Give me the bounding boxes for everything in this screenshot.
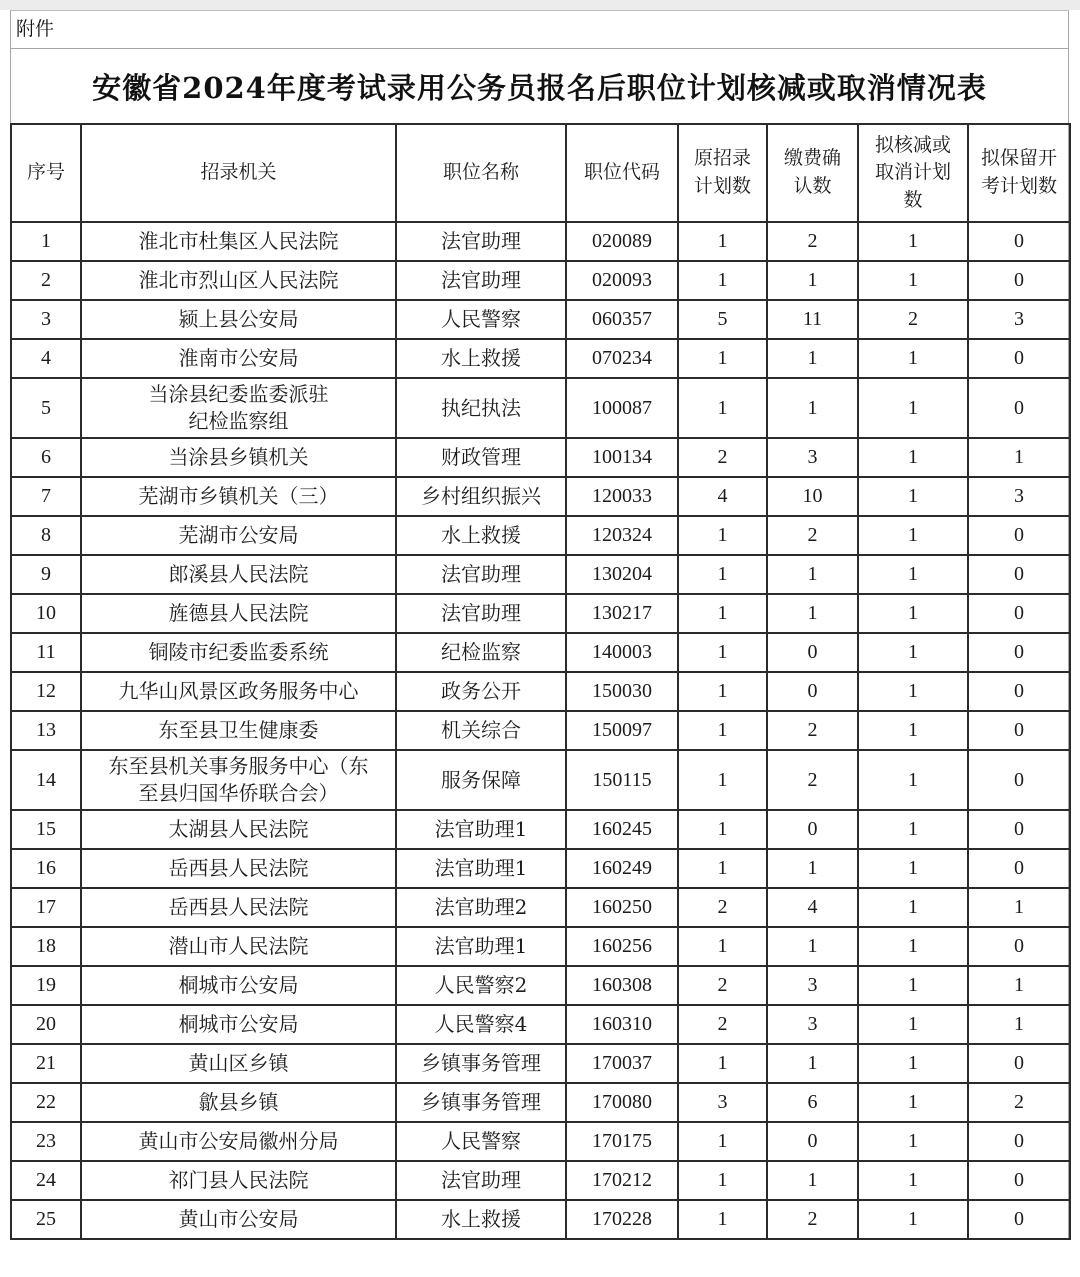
cell-planned: 1 xyxy=(678,1161,767,1200)
cell-confirmed: 0 xyxy=(767,672,858,711)
cell-agency: 黄山市公安局 xyxy=(81,1200,396,1239)
table-row xyxy=(11,1122,1070,1161)
cell-planned: 1 xyxy=(678,1122,767,1161)
attachment-label: 附件 xyxy=(11,11,1068,49)
cell-seq: 12 xyxy=(11,672,81,711)
cell-retained: 0 xyxy=(968,1200,1070,1239)
table-row xyxy=(11,888,1070,927)
table-row xyxy=(11,849,1070,888)
column-header-reduced: 拟核减或 取消计划 数 xyxy=(858,124,968,222)
cell-position: 法官助理1 xyxy=(396,810,566,849)
page-top-margin xyxy=(0,0,1080,10)
table-row xyxy=(11,378,1070,438)
cell-planned: 1 xyxy=(678,339,767,378)
cell-planned: 1 xyxy=(678,633,767,672)
cell-confirmed: 2 xyxy=(767,516,858,555)
table-row xyxy=(11,810,1070,849)
cell-agency: 黄山市公安局徽州分局 xyxy=(81,1122,396,1161)
cell-confirmed: 10 xyxy=(767,477,858,516)
cell-retained: 0 xyxy=(968,810,1070,849)
cell-position: 乡镇事务管理 xyxy=(396,1044,566,1083)
cell-retained: 0 xyxy=(968,750,1070,810)
cell-planned: 1 xyxy=(678,516,767,555)
cell-confirmed: 6 xyxy=(767,1083,858,1122)
cell-retained: 1 xyxy=(968,888,1070,927)
cell-confirmed: 1 xyxy=(767,555,858,594)
cell-position: 执纪执法 xyxy=(396,378,566,438)
cell-reduced: 1 xyxy=(858,1200,968,1239)
cell-retained: 0 xyxy=(968,1122,1070,1161)
cell-reduced: 1 xyxy=(858,1122,968,1161)
cell-reduced: 1 xyxy=(858,633,968,672)
cell-reduced: 1 xyxy=(858,222,968,261)
table-header xyxy=(11,124,1070,222)
table-row xyxy=(11,594,1070,633)
column-header-confirmed: 缴费确 认数 xyxy=(767,124,858,222)
column-header-code: 职位代码 xyxy=(566,124,678,222)
cell-retained: 0 xyxy=(968,1044,1070,1083)
cell-position: 法官助理 xyxy=(396,222,566,261)
cell-agency: 桐城市公安局 xyxy=(81,1005,396,1044)
cell-code: 020093 xyxy=(566,261,678,300)
cell-reduced: 1 xyxy=(858,1083,968,1122)
cell-position: 政务公开 xyxy=(396,672,566,711)
cell-position: 水上救援 xyxy=(396,339,566,378)
cell-confirmed: 2 xyxy=(767,1200,858,1239)
cell-retained: 0 xyxy=(968,1161,1070,1200)
cell-planned: 1 xyxy=(678,378,767,438)
cell-agency: 东至县卫生健康委 xyxy=(81,711,396,750)
cell-position: 人民警察 xyxy=(396,1122,566,1161)
cell-agency: 淮北市杜集区人民法院 xyxy=(81,222,396,261)
cell-position: 水上救援 xyxy=(396,1200,566,1239)
cell-position: 乡村组织振兴 xyxy=(396,477,566,516)
cell-position: 法官助理 xyxy=(396,1161,566,1200)
cell-planned: 1 xyxy=(678,594,767,633)
cell-reduced: 1 xyxy=(858,1044,968,1083)
cell-position: 财政管理 xyxy=(396,438,566,477)
table-row xyxy=(11,927,1070,966)
table-row xyxy=(11,300,1070,339)
table-row xyxy=(11,966,1070,1005)
cell-retained: 1 xyxy=(968,438,1070,477)
cell-confirmed: 1 xyxy=(767,378,858,438)
table-row xyxy=(11,1044,1070,1083)
cell-planned: 4 xyxy=(678,477,767,516)
cell-seq: 13 xyxy=(11,711,81,750)
cell-retained: 0 xyxy=(968,849,1070,888)
cell-seq: 3 xyxy=(11,300,81,339)
cell-agency: 黄山区乡镇 xyxy=(81,1044,396,1083)
cell-position: 乡镇事务管理 xyxy=(396,1083,566,1122)
cell-confirmed: 1 xyxy=(767,849,858,888)
cell-agency: 芜湖市乡镇机关（三） xyxy=(81,477,396,516)
cell-reduced: 1 xyxy=(858,711,968,750)
cell-agency: 岳西县人民法院 xyxy=(81,849,396,888)
cell-code: 070234 xyxy=(566,339,678,378)
cell-position: 人民警察2 xyxy=(396,966,566,1005)
cell-agency: 芜湖市公安局 xyxy=(81,516,396,555)
cell-seq: 21 xyxy=(11,1044,81,1083)
cell-confirmed: 11 xyxy=(767,300,858,339)
cell-reduced: 1 xyxy=(858,966,968,1005)
cell-reduced: 1 xyxy=(858,672,968,711)
table-row xyxy=(11,222,1070,261)
cell-planned: 1 xyxy=(678,711,767,750)
table-row xyxy=(11,672,1070,711)
document-frame xyxy=(10,10,1069,1240)
cell-agency: 铜陵市纪委监委系统 xyxy=(81,633,396,672)
table-row xyxy=(11,633,1070,672)
cell-reduced: 1 xyxy=(858,477,968,516)
cell-retained: 0 xyxy=(968,711,1070,750)
cell-reduced: 2 xyxy=(858,300,968,339)
cell-seq: 17 xyxy=(11,888,81,927)
cell-code: 130204 xyxy=(566,555,678,594)
cell-reduced: 1 xyxy=(858,927,968,966)
cell-code: 020089 xyxy=(566,222,678,261)
column-header-retained: 拟保留开 考计划数 xyxy=(968,124,1070,222)
cell-code: 150097 xyxy=(566,711,678,750)
cell-agency: 九华山风景区政务服务中心 xyxy=(81,672,396,711)
cell-retained: 0 xyxy=(968,555,1070,594)
cell-planned: 2 xyxy=(678,438,767,477)
cell-position: 水上救援 xyxy=(396,516,566,555)
cell-retained: 0 xyxy=(968,261,1070,300)
cell-code: 160245 xyxy=(566,810,678,849)
cell-seq: 8 xyxy=(11,516,81,555)
table-row xyxy=(11,438,1070,477)
table-body xyxy=(11,222,1070,1239)
cell-code: 170080 xyxy=(566,1083,678,1122)
cell-seq: 2 xyxy=(11,261,81,300)
cell-planned: 1 xyxy=(678,222,767,261)
cell-seq: 6 xyxy=(11,438,81,477)
cell-retained: 0 xyxy=(968,378,1070,438)
table-row xyxy=(11,261,1070,300)
cell-reduced: 1 xyxy=(858,516,968,555)
cell-reduced: 1 xyxy=(858,888,968,927)
cell-planned: 1 xyxy=(678,750,767,810)
column-header-agency: 招录机关 xyxy=(81,124,396,222)
cell-reduced: 1 xyxy=(858,849,968,888)
cell-code: 170212 xyxy=(566,1161,678,1200)
table-row xyxy=(11,339,1070,378)
cell-confirmed: 1 xyxy=(767,1161,858,1200)
cell-retained: 0 xyxy=(968,633,1070,672)
cell-code: 170228 xyxy=(566,1200,678,1239)
cell-confirmed: 3 xyxy=(767,1005,858,1044)
cell-position: 人民警察4 xyxy=(396,1005,566,1044)
table-row xyxy=(11,1200,1070,1239)
cell-confirmed: 2 xyxy=(767,222,858,261)
cell-agency: 岳西县人民法院 xyxy=(81,888,396,927)
cell-planned: 1 xyxy=(678,555,767,594)
cell-reduced: 1 xyxy=(858,339,968,378)
cell-code: 160308 xyxy=(566,966,678,1005)
cell-reduced: 1 xyxy=(858,1161,968,1200)
cell-retained: 1 xyxy=(968,1005,1070,1044)
cell-agency: 淮北市烈山区人民法院 xyxy=(81,261,396,300)
cell-position: 纪检监察 xyxy=(396,633,566,672)
cell-position: 法官助理1 xyxy=(396,927,566,966)
cell-confirmed: 0 xyxy=(767,633,858,672)
cell-seq: 19 xyxy=(11,966,81,1005)
cell-retained: 1 xyxy=(968,966,1070,1005)
cell-code: 120324 xyxy=(566,516,678,555)
cell-reduced: 1 xyxy=(858,1005,968,1044)
table-row xyxy=(11,1005,1070,1044)
cell-retained: 0 xyxy=(968,516,1070,555)
cell-confirmed: 0 xyxy=(767,1122,858,1161)
cell-planned: 3 xyxy=(678,1083,767,1122)
cell-code: 160250 xyxy=(566,888,678,927)
cell-seq: 15 xyxy=(11,810,81,849)
cell-planned: 1 xyxy=(678,927,767,966)
cell-code: 170175 xyxy=(566,1122,678,1161)
table-row xyxy=(11,477,1070,516)
cell-retained: 0 xyxy=(968,927,1070,966)
cell-seq: 23 xyxy=(11,1122,81,1161)
cell-position: 人民警察 xyxy=(396,300,566,339)
cell-position: 法官助理 xyxy=(396,555,566,594)
cell-seq: 9 xyxy=(11,555,81,594)
cell-confirmed: 1 xyxy=(767,339,858,378)
cell-code: 100087 xyxy=(566,378,678,438)
cell-confirmed: 2 xyxy=(767,750,858,810)
cell-agency: 旌德县人民法院 xyxy=(81,594,396,633)
cell-code: 150030 xyxy=(566,672,678,711)
cell-retained: 0 xyxy=(968,594,1070,633)
cell-reduced: 1 xyxy=(858,750,968,810)
cell-retained: 3 xyxy=(968,300,1070,339)
cell-reduced: 1 xyxy=(858,594,968,633)
cell-seq: 20 xyxy=(11,1005,81,1044)
cell-code: 150115 xyxy=(566,750,678,810)
cell-planned: 1 xyxy=(678,1044,767,1083)
cell-retained: 2 xyxy=(968,1083,1070,1122)
cell-seq: 14 xyxy=(11,750,81,810)
cell-confirmed: 2 xyxy=(767,711,858,750)
cell-planned: 1 xyxy=(678,1200,767,1239)
cell-confirmed: 1 xyxy=(767,1044,858,1083)
cell-reduced: 1 xyxy=(858,810,968,849)
cell-planned: 1 xyxy=(678,261,767,300)
cell-confirmed: 1 xyxy=(767,594,858,633)
cell-seq: 5 xyxy=(11,378,81,438)
cell-position: 服务保障 xyxy=(396,750,566,810)
table-row xyxy=(11,750,1070,810)
cell-agency: 郎溪县人民法院 xyxy=(81,555,396,594)
header-row xyxy=(11,124,1070,222)
cell-agency: 祁门县人民法院 xyxy=(81,1161,396,1200)
cell-seq: 16 xyxy=(11,849,81,888)
cell-agency: 桐城市公安局 xyxy=(81,966,396,1005)
cell-agency: 潜山市人民法院 xyxy=(81,927,396,966)
cell-code: 160256 xyxy=(566,927,678,966)
cell-position: 法官助理 xyxy=(396,594,566,633)
cell-confirmed: 3 xyxy=(767,966,858,1005)
cell-agency: 当涂县纪委监委派驻 纪检监察组 xyxy=(81,378,396,438)
cell-code: 060357 xyxy=(566,300,678,339)
cell-agency: 歙县乡镇 xyxy=(81,1083,396,1122)
cell-agency: 淮南市公安局 xyxy=(81,339,396,378)
cell-planned: 1 xyxy=(678,810,767,849)
cell-code: 170037 xyxy=(566,1044,678,1083)
cell-seq: 4 xyxy=(11,339,81,378)
table-row xyxy=(11,1161,1070,1200)
cell-reduced: 1 xyxy=(858,555,968,594)
cell-position: 法官助理2 xyxy=(396,888,566,927)
positions-table xyxy=(10,123,1071,1240)
table-row xyxy=(11,1083,1070,1122)
cell-reduced: 1 xyxy=(858,438,968,477)
cell-planned: 2 xyxy=(678,888,767,927)
table-row xyxy=(11,516,1070,555)
cell-seq: 18 xyxy=(11,927,81,966)
cell-confirmed: 1 xyxy=(767,927,858,966)
cell-code: 100134 xyxy=(566,438,678,477)
cell-code: 160310 xyxy=(566,1005,678,1044)
cell-reduced: 1 xyxy=(858,261,968,300)
cell-retained: 0 xyxy=(968,222,1070,261)
cell-seq: 11 xyxy=(11,633,81,672)
cell-code: 140003 xyxy=(566,633,678,672)
cell-confirmed: 1 xyxy=(767,261,858,300)
cell-code: 130217 xyxy=(566,594,678,633)
cell-confirmed: 4 xyxy=(767,888,858,927)
table-row xyxy=(11,711,1070,750)
column-header-seq: 序号 xyxy=(11,124,81,222)
cell-planned: 1 xyxy=(678,849,767,888)
cell-confirmed: 0 xyxy=(767,810,858,849)
column-header-position: 职位名称 xyxy=(396,124,566,222)
cell-planned: 5 xyxy=(678,300,767,339)
column-header-planned: 原招录 计划数 xyxy=(678,124,767,222)
cell-retained: 0 xyxy=(968,672,1070,711)
cell-position: 机关综合 xyxy=(396,711,566,750)
cell-confirmed: 3 xyxy=(767,438,858,477)
cell-seq: 24 xyxy=(11,1161,81,1200)
cell-planned: 2 xyxy=(678,1005,767,1044)
cell-planned: 2 xyxy=(678,966,767,1005)
cell-retained: 0 xyxy=(968,339,1070,378)
cell-seq: 10 xyxy=(11,594,81,633)
cell-seq: 7 xyxy=(11,477,81,516)
cell-agency: 颍上县公安局 xyxy=(81,300,396,339)
cell-seq: 22 xyxy=(11,1083,81,1122)
cell-agency: 东至县机关事务服务中心（东 至县归国华侨联合会） xyxy=(81,750,396,810)
cell-code: 120033 xyxy=(566,477,678,516)
cell-agency: 太湖县人民法院 xyxy=(81,810,396,849)
cell-retained: 3 xyxy=(968,477,1070,516)
cell-planned: 1 xyxy=(678,672,767,711)
cell-seq: 1 xyxy=(11,222,81,261)
cell-seq: 25 xyxy=(11,1200,81,1239)
table-row xyxy=(11,555,1070,594)
cell-reduced: 1 xyxy=(858,378,968,438)
cell-agency: 当涂县乡镇机关 xyxy=(81,438,396,477)
cell-code: 160249 xyxy=(566,849,678,888)
page-title: 安徽省2024年度考试录用公务员报名后职位计划核减或取消情况表 xyxy=(92,70,987,105)
cell-position: 法官助理 xyxy=(396,261,566,300)
cell-position: 法官助理1 xyxy=(396,849,566,888)
